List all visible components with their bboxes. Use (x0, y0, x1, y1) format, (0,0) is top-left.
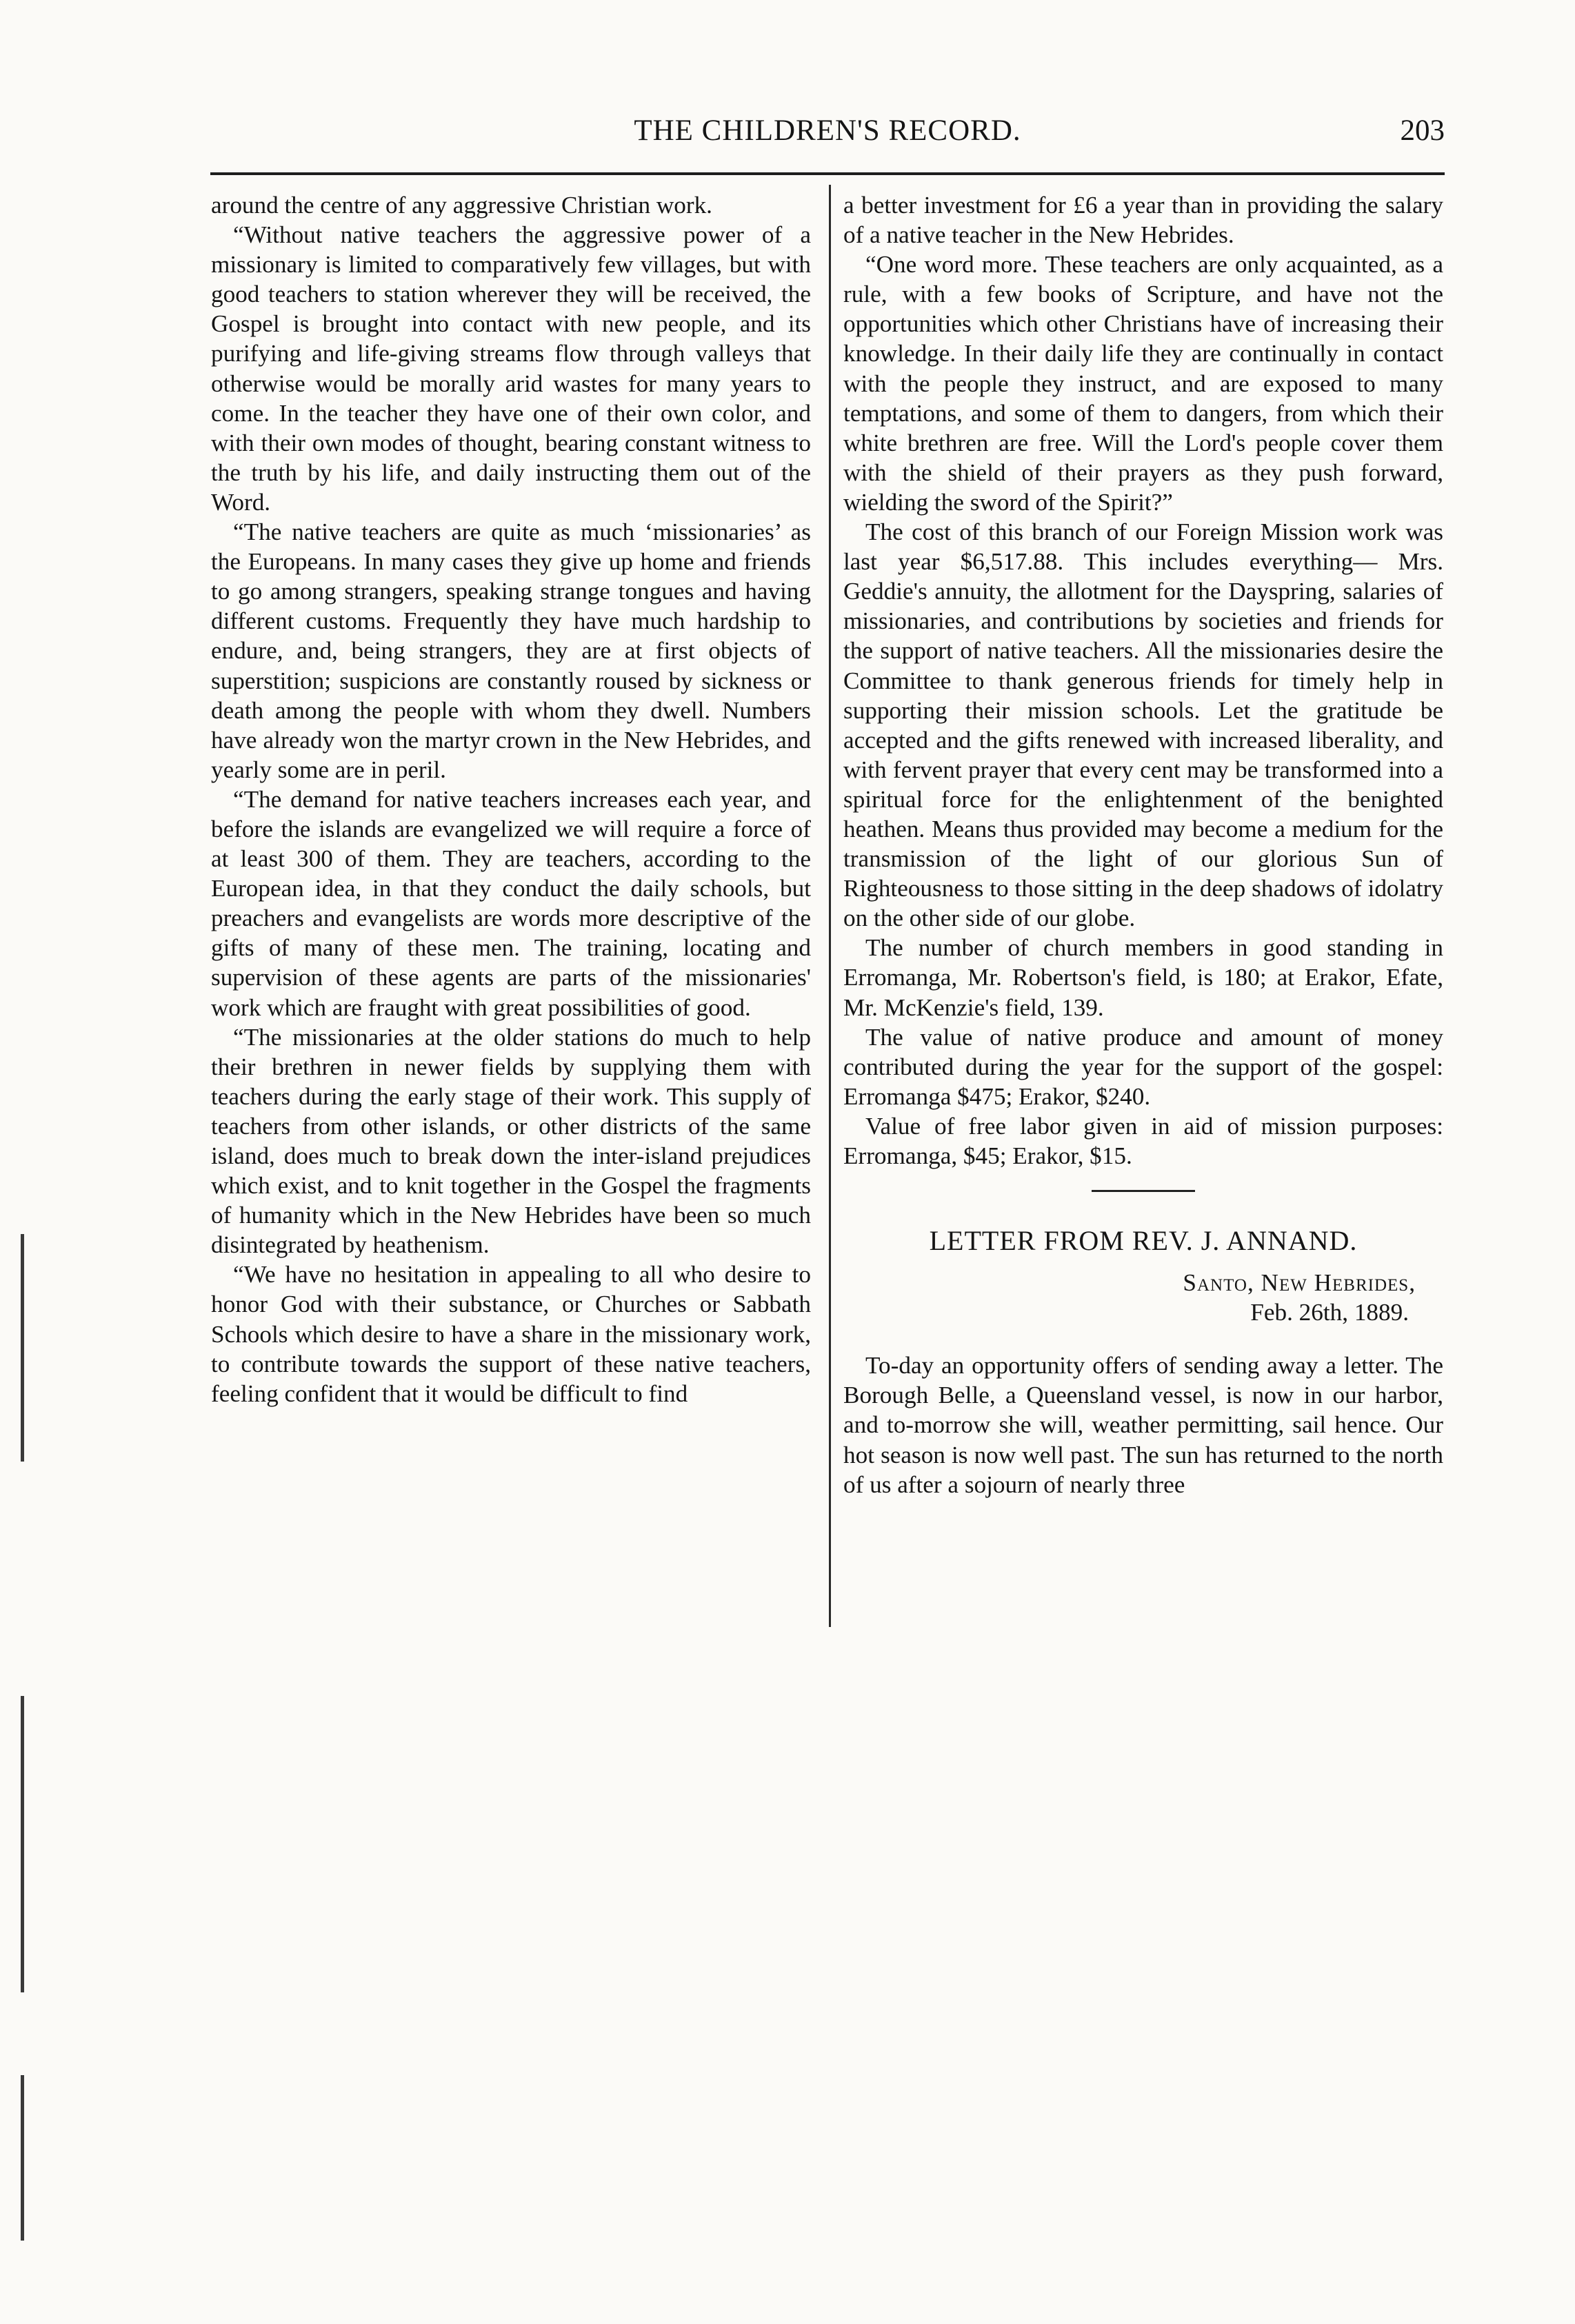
paragraph: “The demand for native teachers increases each year, and before the islands are evangelized we will require a force of at least 300 of them. They are teachers, according to the European idea, in that they conduct the daily schools, but preachers and evangelists are words more descriptive of the gifts of many of these men. The training, locating and supervision of these agents are parts of the missionaries' work which are fraught with great possibilities of good. (211, 785, 811, 1021)
section-rule (1092, 1190, 1195, 1192)
paragraph: The number of church members in good standing in Erromanga, Mr. Robertson's field, is 180; at Erakor, Efate, Mr. McKenzie's field, 139. (843, 934, 1443, 1021)
letter-title: LETTER FROM REV. J. ANNAND. (929, 1225, 1358, 1257)
paragraph: “We have no hesitation in appealing to all who desire to honor God with their substance, or Churches or Sabbath Schools which desire to have a share in the missionary work, to contribute towards the support of these native teachers, feeling confident that it would be difficult to find (211, 1261, 811, 1407)
letter-body: To-day an opportunity offers of sending away a letter. The Borough Belle, a Queensland vessel, is now in our harbor, and to-morrow she will, weather permitting, sail hence. Our hot season is now well past. The sun has returned to the north of us after a sojourn of nearly three (843, 1352, 1443, 1498)
header-rule (210, 172, 1445, 175)
paragraph: a better investment for £6 a year than in providing the salary of a native teacher in the New Hebrides. (843, 192, 1443, 249)
paragraph: “The missionaries at the older stations do much to help their brethren in newer fields by supplying them with teachers during the early stage of their work. This supply of teachers from other islands, or other districts of the same island, does much to break down the inter-island prejudices which exist, and to knit together in the Gospel the fragments of humanity which in the New Hebrides have been so much disintegrated by heathenism. (211, 1023, 811, 1259)
paragraph: “The native teachers are quite as much ‘missionaries’ as the Europeans. In many cases they give up home and friends to go among strangers, speaking strange tongues and having different customs. Frequently they have much hardship to endure, and, being strangers, they are at first objects of superstition; suspicions are constantly roused by sickness or death among the people with whom they dwell. Numbers have already won the martyr crown in the New Hebrides, and yearly some are in peril. (211, 518, 811, 783)
right-column (843, 190, 1443, 1499)
left-column (211, 190, 811, 1408)
running-head (210, 114, 1445, 162)
letter-place: Santo, New Hebrides, (1183, 1269, 1416, 1297)
column-rule (829, 185, 831, 1627)
running-title: THE CHILDREN'S RECORD. (634, 114, 1021, 147)
paragraph: “One word more. These teachers are only acquainted, as a rule, with a few books of Scripture, and have not the opportunities which other Christians have of increasing their knowledge. In their daily life they are continually in contact with the people they instruct, and are exposed to many temptations, and some of them to dangers, from which their white brethren are free. Will the Lord's people cover them with the shield of their prayers as they push forward, wielding the sword of the Spirit?” (843, 251, 1443, 516)
scan-edge-mark (21, 2075, 24, 2241)
paragraph: around the centre of any aggressive Christian work. (211, 192, 712, 219)
page-number: 203 (1400, 114, 1445, 147)
scan-edge-mark (21, 1696, 24, 1992)
paragraph: The cost of this branch of our Foreign Mission work was last year $6,517.88. This includes everything— Mrs. Geddie's annuity, the allotment for the Dayspring, salaries of missionaries, and contributions by societies and friends for the support of native teachers. All the missionaries desire the Committee to thank generous friends for timely help in supporting their mission schools. Let the gratitude be accepted and the gifts renewed with increased liberality, and with fervent prayer that every cent may be transformed into a spiritual force for the enlightenment of the benighted heathen. Means thus provided may become a medium for the transmission of the light of our glorious Sun of Righteousness to those sitting in the deep shadows of idolatry on the other side of our globe. (843, 518, 1443, 932)
paragraph: Value of free labor given in aid of mission purposes: Erromanga, $45; Erakor, $15. (843, 1112, 1443, 1169)
letter-date: Feb. 26th, 1889. (1250, 1299, 1409, 1326)
paragraph: “Without native teachers the aggressive power of a missionary is limited to comparatively few villages, but with good teachers to station wherever they will be received, the Gospel is brought into contact with new people, and its purifying and life-giving streams flow through valleys that otherwise would be morally arid wastes for many years to come. In the teacher they have one of their own color, and with their own modes of thought, bearing constant witness to the truth by his life, and daily instructing them out of the Word. (211, 221, 811, 516)
scan-edge-mark (21, 1234, 24, 1462)
paragraph: The value of native produce and amount of money contributed during the year for the support of the gospel: Erromanga $475; Erakor, $240. (843, 1023, 1443, 1110)
